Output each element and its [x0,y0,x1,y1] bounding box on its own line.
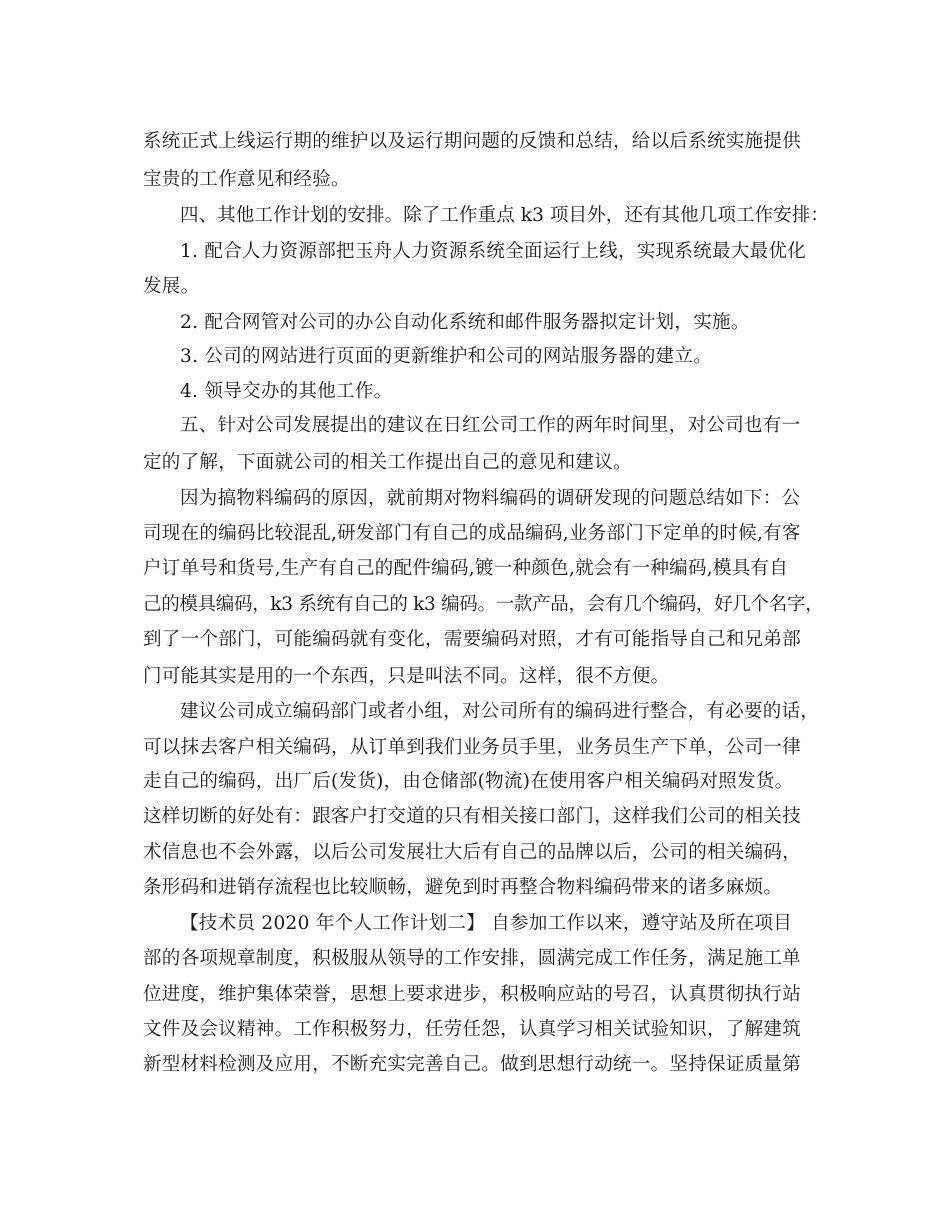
text-line: 系统正式上线运行期的维护以及运行期问题的反馈和总结，给以后系统实施提供 [143,131,802,152]
paragraph-start: 因为搞物料编码的原因，就前期对物料编码的调研发现的问题总结如下：公 [180,488,801,509]
text-line: 文件及会议精神。工作积极努力，任劳任怨，认真学习相关试验知识，了解建筑 [143,1019,802,1040]
text-line: 发展。 [143,276,200,297]
text-line: 己的模具编码，k3 系统有自己的 k3 编码。一款产品，会有几个编码，好几个名字， [143,594,824,615]
text-line: 部的各项规章制度，积极服从领导的工作安排，圆满完成工作任务，满足施工单 [143,948,802,969]
text-line: 门可能其实是用的一个东西，只是叫法不同。这样，很不方便。 [143,666,670,687]
text-line: 宝贵的工作意见和经验。 [143,169,350,190]
text-line: 可以抹去客户相关编码，从订单到我们业务员手里，业务员生产下单，公司一律 [143,737,802,758]
text-line: 定的了解，下面就公司的相关工作提出自己的意见和建议。 [143,452,632,473]
text-line: 到了一个部门，可能编码就有变化，需要编码对照，才有可能指导自己和兄弟部 [143,629,802,650]
section-heading-four: 四、其他工作计划的安排。除了工作重点 k3 项目外，还有其他几项工作安排： [180,205,829,226]
text-line: 走自己的编码，出厂后(发货)，由仓储部(物流)在使用客户相关编码对照发货。 [143,771,794,792]
text-line: 位进度，维护集体荣誉，思想上要求进步，积极响应站的号召，认真贯彻执行站 [143,984,802,1005]
list-item-4: 4. 领导交办的其他工作。 [180,381,393,402]
list-item-1: 1. 配合人力资源部把玉舟人力资源系统全面运行上线，实现系统最大最优化 [180,241,807,262]
paragraph-start: 建议公司成立编码部门或者小组，对公司所有的编码进行整合，有必要的话， [180,701,820,722]
text-line: 户订单号和货号,生产有自己的配件编码,镀一种颜色,就会有一种编码,模具有自 [143,558,789,579]
list-item-3: 3. 公司的网站进行页面的更新维护和公司的网站服务器的建立。 [180,346,713,367]
section-title-plan-two: 【技术员 2020 年个人工作计划二】 自参加工作以来，遵守站及所在项目 [180,913,793,934]
section-heading-five: 五、针对公司发展提出的建议在日红公司工作的两年时间里，对公司也有一 [180,415,801,436]
list-item-2: 2. 配合网管对公司的办公自动化系统和邮件服务器拟定计划，实施。 [180,312,750,333]
text-line: 条形码和进销存流程也比较顺畅，避免到时再整合物料编码带来的诸多麻烦。 [143,877,783,898]
text-line: 这样切断的好处有：跟客户打交道的只有相关接口部门，这样我们公司的相关技 [143,806,802,827]
text-line: 司现在的编码比较混乱,研发部门有自己的成品编码,业务部门下定单的时候,有客 [143,523,801,544]
text-line: 新型材料检测及应用，不断充实完善自己。做到思想行动统一。坚持保证质量第 [143,1054,802,1075]
text-line: 术信息也不会外露，以后公司发展壮大后有自己的品牌以后，公司的相关编码， [143,842,802,863]
